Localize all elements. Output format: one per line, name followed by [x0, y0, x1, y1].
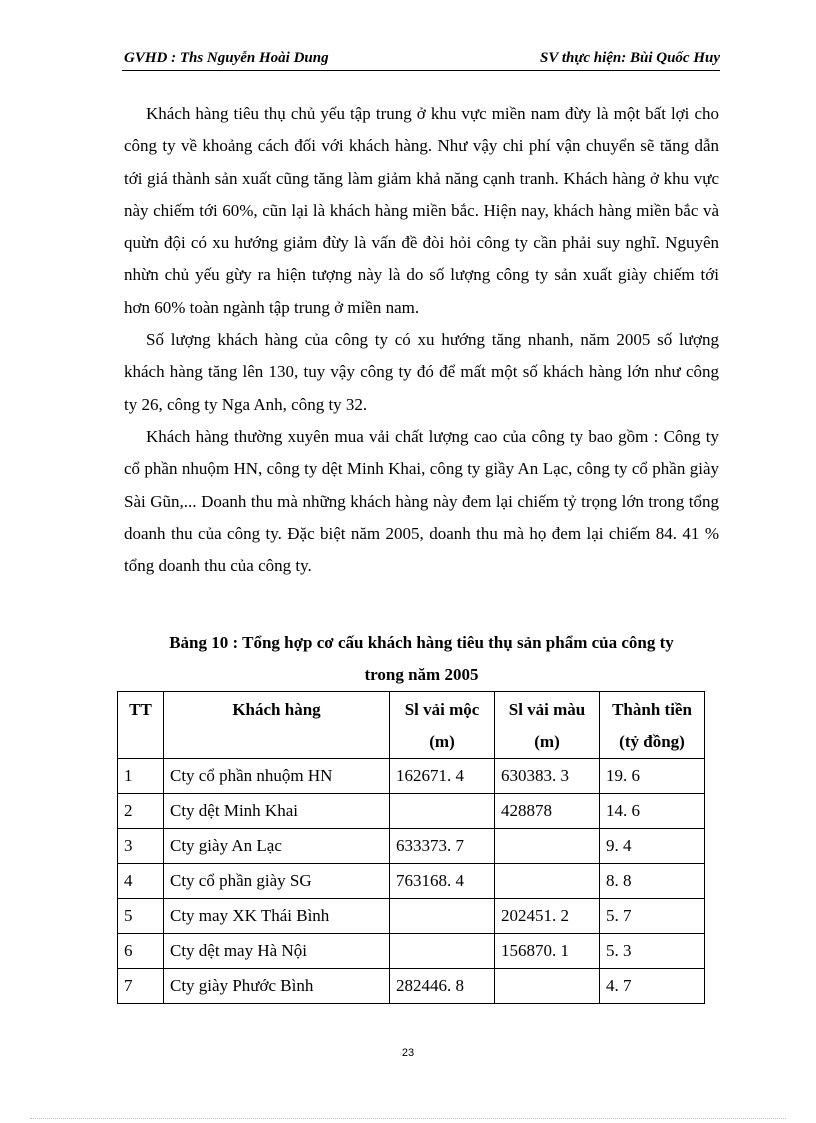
page-header — [122, 48, 720, 71]
row-tt-cell: 1 — [118, 759, 164, 794]
table-row — [118, 829, 705, 864]
row-customer-cell: Cty may XK Thái Bình — [164, 899, 390, 934]
header-amount — [600, 692, 705, 759]
paragraph-1: Khách hàng tiêu thụ chủ yếu tập trung ở khu vực miền nam đừy là một bất lợi cho công ty về khoảng cách đối với khách hàng. Như vậy chi phí vận chuyển sẽ tăng dẫn tới giá thành sản xuất cũng tăng làm giảm khả năng cạnh tranh. Khách hàng ở khu vực này chiếm tới 60%, cũn lại là khách hàng miền bắc. Hiện nay, khách hàng miền bắc và quừn đội có xu hướng giảm đừy là vấn đề đòi hỏi công ty cần phải suy nghĩ. Nguyên nhừn chủ yếu gừy ra hiện tượng này là do số lượng công ty sản xuất giày chiếm tới hơn 60% toàn ngành tập trung ở miền nam. — [124, 104, 719, 317]
row-amount-cell: 9. 4 — [600, 829, 705, 864]
paragraph-2: Số lượng khách hàng của công ty có xu hướng tăng nhanh, năm 2005 số lượng khách hàng tăng lên 130, tuy vậy công ty đó để mất một số khách hàng lớn như công ty 26, công ty Nga Anh, công ty 32. — [124, 330, 719, 414]
table-row — [118, 934, 705, 969]
header-amount-unit: (tỷ đồng) — [619, 732, 685, 751]
page-bottom-divider — [30, 1118, 786, 1119]
body-text — [124, 98, 719, 582]
row-dyed-fabric-cell — [495, 969, 600, 1004]
row-amount-cell: 14. 6 — [600, 794, 705, 829]
table-caption-line-2: trong năm 2005 — [364, 665, 479, 684]
table-row — [118, 864, 705, 899]
row-amount-cell: 5. 3 — [600, 934, 705, 969]
row-customer-cell: Cty giày Phước Bình — [164, 969, 390, 1004]
row-dyed-fabric-cell — [495, 864, 600, 899]
row-dyed-fabric-cell: 202451. 2 — [495, 899, 600, 934]
row-amount-cell: 4. 7 — [600, 969, 705, 1004]
row-amount-cell: 8. 8 — [600, 864, 705, 899]
page-number: 23 — [401, 1047, 415, 1059]
row-raw-fabric-cell — [390, 899, 495, 934]
row-raw-fabric-cell: 162671. 4 — [390, 759, 495, 794]
row-raw-fabric-cell — [390, 934, 495, 969]
table-caption-line-1: Bảng 10 : Tổng hợp cơ cấu khách hàng tiêu thụ sản phẩm của công ty — [169, 633, 674, 652]
row-raw-fabric-cell: 633373. 7 — [390, 829, 495, 864]
row-dyed-fabric-cell — [495, 829, 600, 864]
row-amount-cell: 19. 6 — [600, 759, 705, 794]
header-raw-fabric-unit: (m) — [429, 732, 455, 751]
row-tt-cell: 2 — [118, 794, 164, 829]
row-tt-cell: 6 — [118, 934, 164, 969]
row-customer-cell: Cty dệt may Hà Nội — [164, 934, 390, 969]
table-header-row — [118, 692, 705, 759]
row-raw-fabric-cell — [390, 794, 495, 829]
row-tt-cell: 7 — [118, 969, 164, 1004]
row-customer-cell: Cty dệt Minh Khai — [164, 794, 390, 829]
header-dyed-fabric-unit: (m) — [534, 732, 560, 751]
row-dyed-fabric-cell: 630383. 3 — [495, 759, 600, 794]
header-dyed-fabric — [495, 692, 600, 759]
paragraph-3: Khách hàng thường xuyên mua vải chất lượng cao của công ty bao gồm : Công ty cổ phần nhuộm HN, công ty dệt Minh Khai, công ty giầy An Lạc, công ty cổ phần giày Sài Gũn,... Doanh thu mà những khách hàng này đem lại chiếm tỷ trọng lớn trong tổng doanh thu của công ty. Đặc biệt năm 2005, doanh thu mà họ đem lại chiếm 84. 41 % tổng doanh thu của công ty. — [124, 426, 719, 576]
row-tt-cell: 3 — [118, 829, 164, 864]
row-tt-cell: 4 — [118, 864, 164, 899]
customer-table — [117, 691, 705, 1004]
table-caption — [124, 627, 719, 691]
row-dyed-fabric-cell: 428878 — [495, 794, 600, 829]
header-supervisor: GVHD : Ths Nguyễn Hoài Dung — [124, 50, 329, 66]
row-customer-cell: Cty cổ phần giày SG — [164, 864, 390, 899]
row-customer-cell: Cty giày An Lạc — [164, 829, 390, 864]
row-tt-cell: 5 — [118, 899, 164, 934]
header-amount-label: Thành tiền — [612, 700, 692, 719]
table-row — [118, 899, 705, 934]
header-tt: TT — [118, 692, 164, 759]
row-raw-fabric-cell: 282446. 8 — [390, 969, 495, 1004]
header-dyed-fabric-label: Sl vải màu — [508, 700, 586, 719]
header-raw-fabric — [390, 692, 495, 759]
header-raw-fabric-label: Sl vải mộc — [404, 700, 480, 719]
header-customer: Khách hàng — [164, 692, 390, 759]
row-dyed-fabric-cell: 156870. 1 — [495, 934, 600, 969]
row-amount-cell: 5. 7 — [600, 899, 705, 934]
table-row — [118, 759, 705, 794]
header-student: SV thực hiện: Bùi Quốc Huy — [540, 50, 720, 66]
table-row — [118, 794, 705, 829]
table-row — [118, 969, 705, 1004]
row-customer-cell: Cty cổ phần nhuộm HN — [164, 759, 390, 794]
row-raw-fabric-cell: 763168. 4 — [390, 864, 495, 899]
